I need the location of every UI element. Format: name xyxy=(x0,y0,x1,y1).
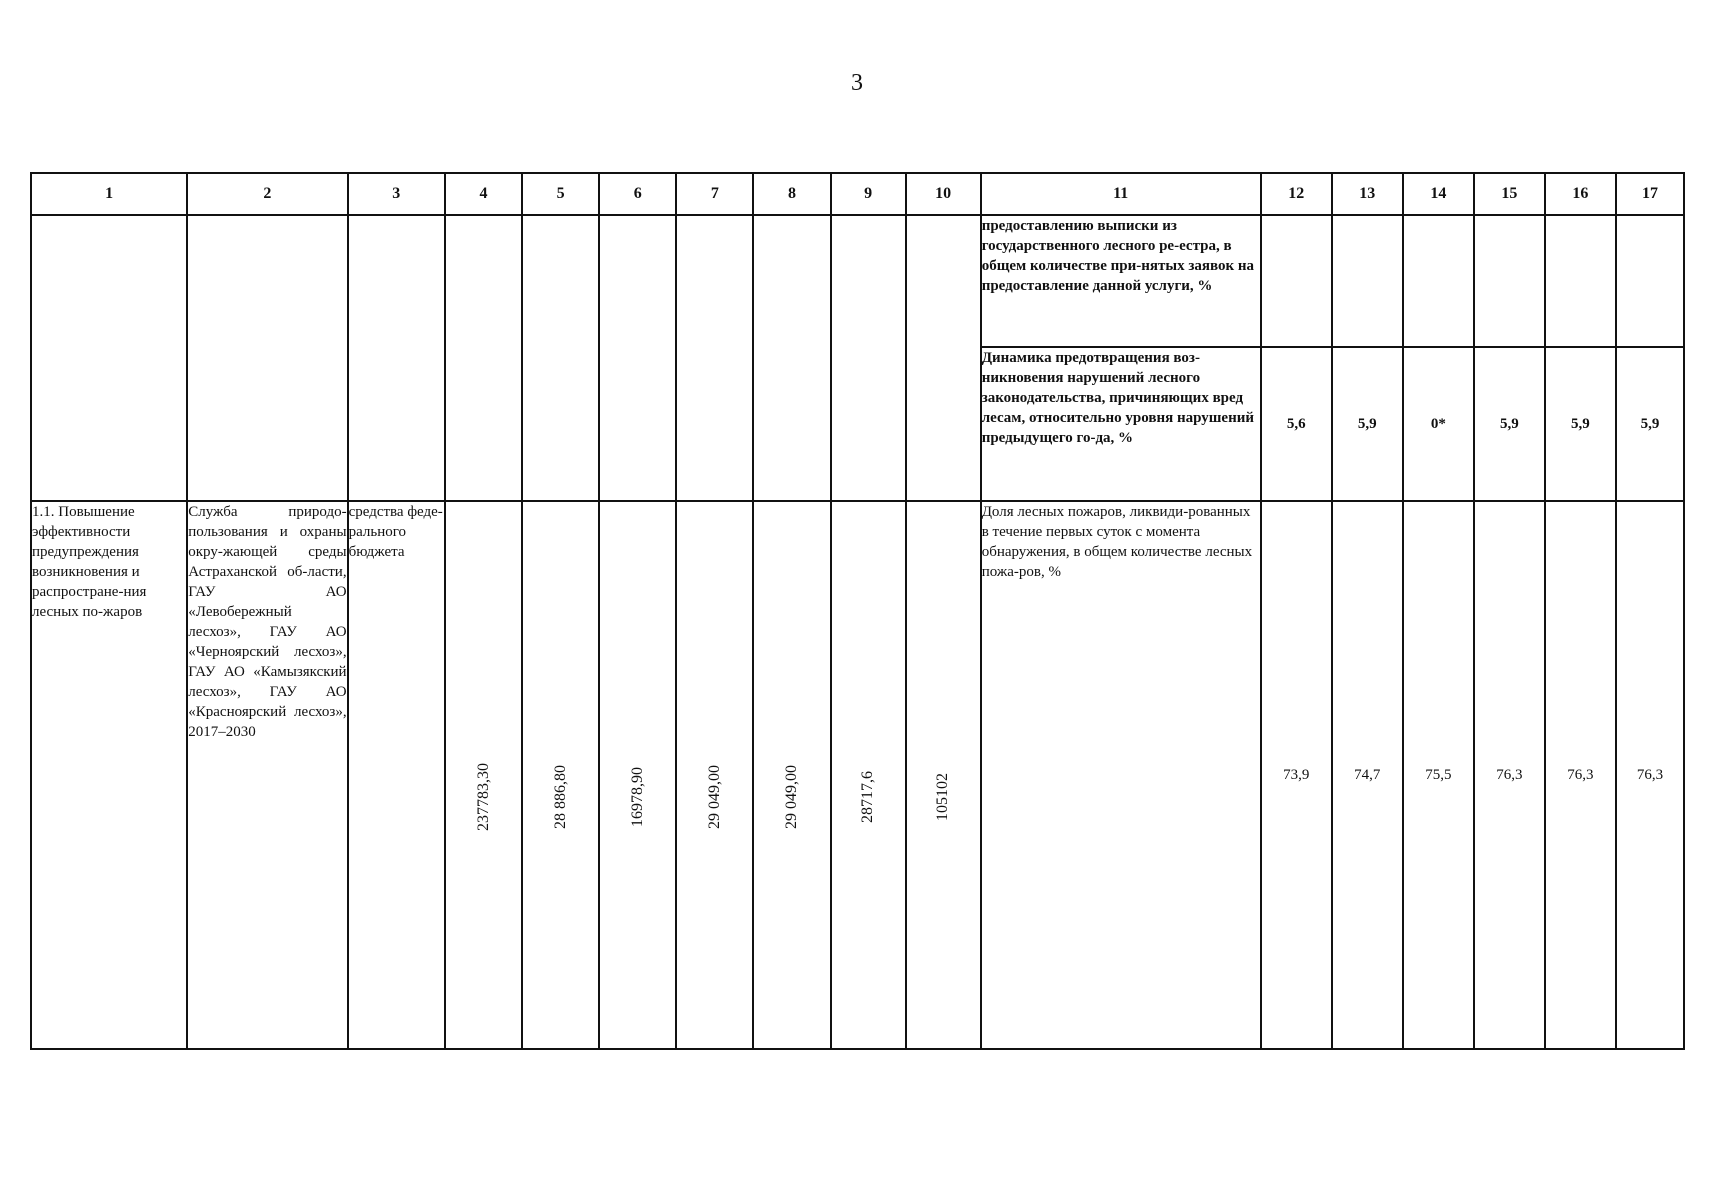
col-header: 13 xyxy=(1332,173,1403,215)
amount-cell xyxy=(599,501,676,1049)
empty-cell xyxy=(348,215,445,501)
empty-cell xyxy=(445,215,522,501)
col-header: 14 xyxy=(1403,173,1474,215)
col-header: 3 xyxy=(348,173,445,215)
value-cell: 76,3 xyxy=(1545,501,1616,1049)
amount-value: 105102 xyxy=(934,772,952,821)
value-cell: 0* xyxy=(1403,347,1474,501)
amount-value: 28717,6 xyxy=(859,770,877,823)
empty-cell xyxy=(676,215,753,501)
header-row xyxy=(31,173,1684,215)
value-cell xyxy=(1403,215,1474,347)
amount-cell xyxy=(906,501,981,1049)
indicator-cell: предоставлению выписки из государственного лесного ре-естра, в общем количестве при-нятых заявок на предоставление данной услуги, % xyxy=(981,215,1261,347)
empty-cell xyxy=(831,215,906,501)
executor-cell: Служба природо-пользования и охраны окру-жающей среды Астраханской об-ласти, ГАУ АО «Левобережный лесхоз», ГАУ АО «Черноярский лесхоз», ГАУ АО «Камызякский лесхоз», ГАУ АО «Красноярский лесхоз», 2017–2030 xyxy=(187,501,347,1049)
col-header: 17 xyxy=(1616,173,1684,215)
col-header: 1 xyxy=(31,173,187,215)
col-header: 15 xyxy=(1474,173,1545,215)
value-cell: 74,7 xyxy=(1332,501,1403,1049)
value-cell: 75,5 xyxy=(1403,501,1474,1049)
col-header: 9 xyxy=(831,173,906,215)
value-cell xyxy=(1545,215,1616,347)
col-header: 5 xyxy=(522,173,599,215)
value-cell xyxy=(1332,215,1403,347)
amount-value: 28 886,80 xyxy=(551,764,569,829)
empty-cell xyxy=(522,215,599,501)
indicator-cell: Доля лесных пожаров, ликвиди-рованных в течение первых суток с момента обнаружения, в общем количестве лесных пожа-ров, % xyxy=(981,501,1261,1049)
indicator-cell: Динамика предотвращения воз-никновения нарушений лесного законодательства, причиняющих вред лесам, относительно уровня нарушений предыдущего го-да, % xyxy=(981,347,1261,501)
col-header: 2 xyxy=(187,173,347,215)
value-cell xyxy=(1261,215,1332,347)
table-row xyxy=(31,215,1684,347)
value-cell: 5,9 xyxy=(1616,347,1684,501)
col-header: 4 xyxy=(445,173,522,215)
col-header: 8 xyxy=(753,173,830,215)
value-cell: 76,3 xyxy=(1616,501,1684,1049)
amount-cell xyxy=(522,501,599,1049)
empty-cell xyxy=(906,215,981,501)
col-header: 7 xyxy=(676,173,753,215)
value-cell: 5,9 xyxy=(1332,347,1403,501)
value-cell: 5,9 xyxy=(1474,347,1545,501)
col-header: 11 xyxy=(981,173,1261,215)
empty-cell xyxy=(187,215,347,501)
amount-cell xyxy=(445,501,522,1049)
amount-value: 16978,90 xyxy=(628,766,646,827)
col-header: 16 xyxy=(1545,173,1616,215)
value-cell xyxy=(1474,215,1545,347)
event-name-cell: 1.1. Повышение эффективности предупреждения возникновения и распростране-ния лесных по-жаров xyxy=(31,501,187,1049)
value-cell: 5,6 xyxy=(1261,347,1332,501)
page-number: 3 xyxy=(851,70,863,96)
amount-cell xyxy=(676,501,753,1049)
value-cell: 76,3 xyxy=(1474,501,1545,1049)
amount-cell xyxy=(831,501,906,1049)
col-header: 12 xyxy=(1261,173,1332,215)
col-header: 10 xyxy=(906,173,981,215)
value-cell: 73,9 xyxy=(1261,501,1332,1049)
empty-cell xyxy=(31,215,187,501)
amount-cell xyxy=(753,501,830,1049)
amount-value: 237783,30 xyxy=(474,762,492,831)
empty-cell xyxy=(599,215,676,501)
value-cell: 5,9 xyxy=(1545,347,1616,501)
col-header: 6 xyxy=(599,173,676,215)
amount-value: 29 049,00 xyxy=(782,764,800,829)
amount-value: 29 049,00 xyxy=(705,764,723,829)
program-table xyxy=(30,172,1685,1050)
value-cell xyxy=(1616,215,1684,347)
table-row xyxy=(31,501,1684,1049)
empty-cell xyxy=(753,215,830,501)
funding-source-cell: средства феде-рального бюджета xyxy=(348,501,445,1049)
